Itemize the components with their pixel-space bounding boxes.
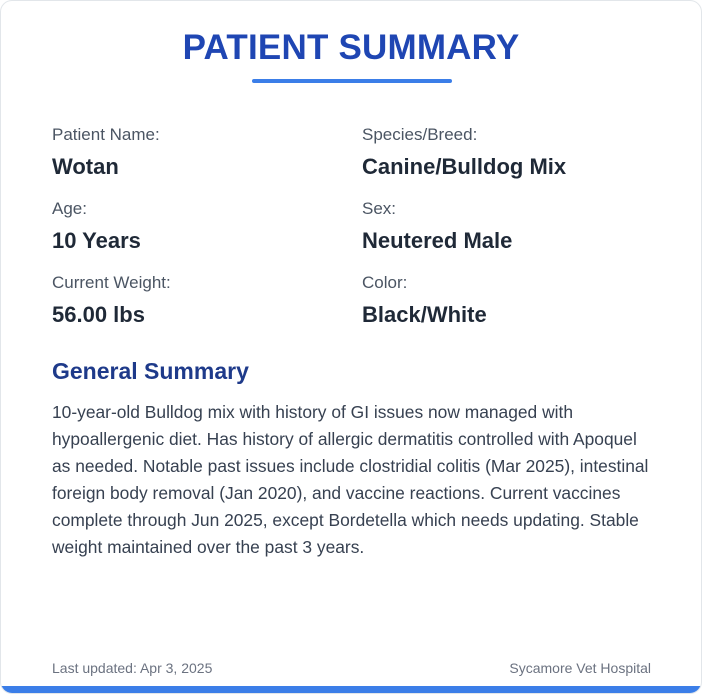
age-label: Age: bbox=[52, 199, 87, 218]
field-species-breed bbox=[362, 125, 652, 179]
page-title: PATIENT SUMMARY bbox=[182, 28, 520, 67]
field-color bbox=[362, 273, 652, 327]
bottom-accent-bar bbox=[1, 686, 701, 693]
field-sex bbox=[362, 199, 652, 253]
field-age bbox=[52, 199, 342, 253]
age-value: 10 Years bbox=[52, 228, 141, 253]
sex-label: Sex: bbox=[362, 199, 397, 218]
color-value: Black/White bbox=[362, 302, 487, 327]
patient-name-value: Wotan bbox=[52, 154, 119, 179]
species-breed-value: Canine/Bulldog Mix bbox=[362, 154, 567, 179]
title-underline bbox=[252, 79, 452, 83]
color-label: Color: bbox=[362, 273, 408, 292]
last-updated: Last updated: Apr 3, 2025 bbox=[52, 660, 213, 676]
general-summary-heading: General Summary bbox=[52, 358, 249, 384]
hospital-name: Sycamore Vet Hospital bbox=[509, 660, 651, 676]
general-summary-text: 10-year-old Bulldog mix with history of GI issues now managed with hypoallergenic diet. Has history of allergic dermatitis controlled with Apoquel as needed. Notable past issues include clostridial colitis (Mar 2025), intestinal foreign body removal (Jan 2020), and vaccine reactions. Current vaccines complete through Jun 2025, except Bordetella which needs updating. Stable weight maintained over the past 3 years. bbox=[52, 402, 649, 557]
field-patient-name bbox=[52, 125, 342, 179]
patient-name-label: Patient Name: bbox=[52, 125, 160, 144]
current-weight-label: Current Weight: bbox=[52, 273, 171, 292]
field-current-weight bbox=[52, 273, 342, 327]
sex-value: Neutered Male bbox=[362, 228, 513, 253]
species-breed-label: Species/Breed: bbox=[362, 125, 478, 144]
current-weight-value: 56.00 lbs bbox=[52, 302, 145, 327]
